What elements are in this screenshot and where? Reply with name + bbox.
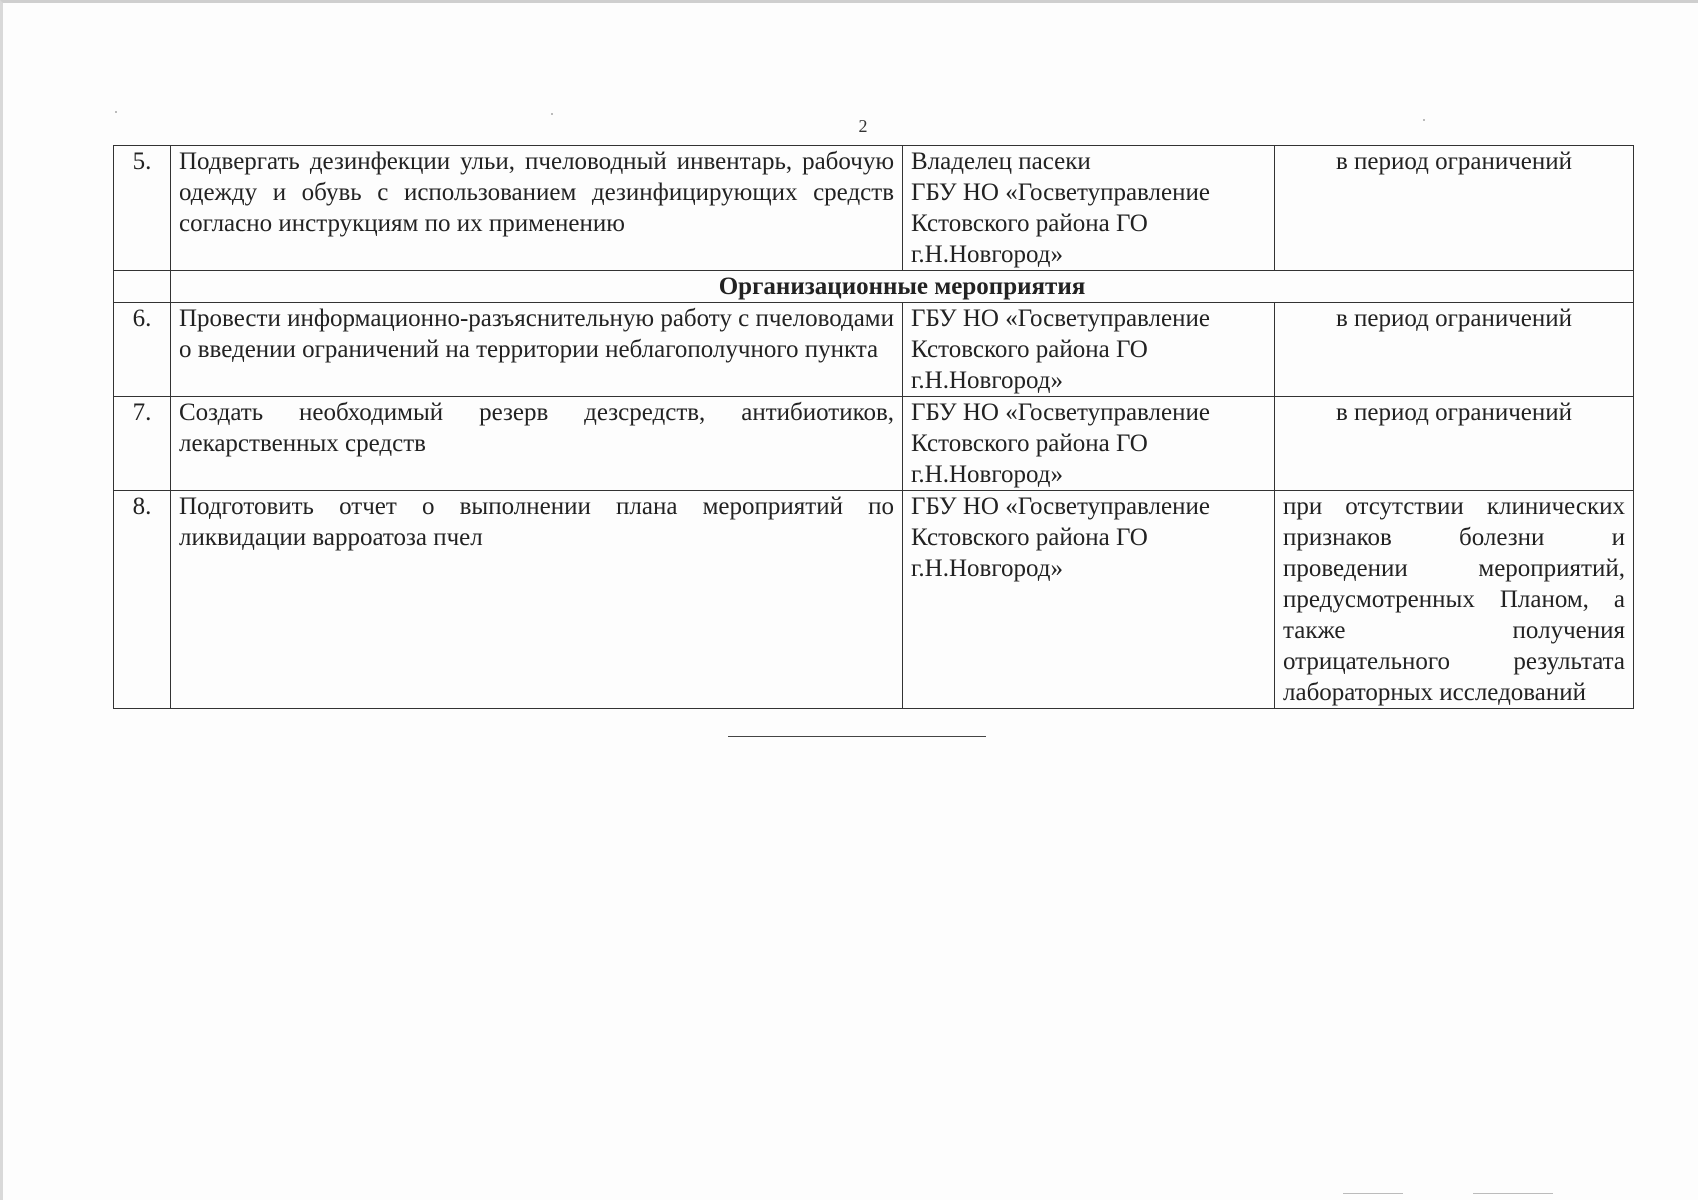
term-text: при отсутствии клинических признаков болезни и проведении мероприятий, предусмотренных Планом, а также получения отрицательного результата лабораторных исследований <box>1275 491 1634 709</box>
row-number: 6. <box>114 303 171 397</box>
measure-text: Подвергать дезинфекции ульи, пчеловодный инвентарь, рабочую одежду и обувь с использованием дезинфицирующих средств согласно инструкциям по их применению <box>171 146 903 271</box>
row-number: 7. <box>114 397 171 491</box>
responsible-text: ГБУ НО «Госветуправление Кстовского района ГО г.Н.Новгород» <box>903 303 1275 397</box>
measure-text: Создать необходимый резерв дезсредств, антибиотиков, лекарственных средств <box>171 397 903 491</box>
responsible-text: ГБУ НО «Госветуправление Кстовского района ГО г.Н.Новгород» <box>903 491 1275 709</box>
term-text: в период ограничений <box>1275 146 1634 271</box>
scan-speck <box>1343 1193 1403 1194</box>
term-text: в период ограничений <box>1275 397 1634 491</box>
table-row <box>114 146 1634 271</box>
responsible-text <box>903 146 1275 271</box>
section-spacer <box>114 271 171 303</box>
end-divider-line <box>728 736 986 737</box>
table-row <box>114 491 1634 709</box>
responsible-line: ГБУ НО «Госветуправление Кстовского района ГО г.Н.Новгород» <box>911 179 1210 268</box>
term-text: в период ограничений <box>1275 303 1634 397</box>
responsible-line: Владелец пасеки <box>911 148 1091 175</box>
section-title: Организационные мероприятия <box>171 271 1634 303</box>
page-number: 2 <box>858 116 868 136</box>
measure-text: Подготовить отчет о выполнении плана мероприятий по ликвидации варроатоза пчел <box>171 491 903 709</box>
scan-speck <box>1473 1193 1553 1194</box>
scan-speck <box>551 113 553 115</box>
table-row <box>114 397 1634 491</box>
section-row <box>114 271 1634 303</box>
table-row <box>114 303 1634 397</box>
responsible-text: ГБУ НО «Госветуправление Кстовского района ГО г.Н.Новгород» <box>903 397 1275 491</box>
measure-text: Провести информационно-разъяснительную работу с пчеловодами о введении ограничений на территории неблагополучного пункта <box>171 303 903 397</box>
row-number: 8. <box>114 491 171 709</box>
row-number: 5. <box>114 146 171 271</box>
measures-table <box>113 145 1634 709</box>
scan-speck <box>1423 119 1425 121</box>
scan-speck <box>115 111 117 113</box>
